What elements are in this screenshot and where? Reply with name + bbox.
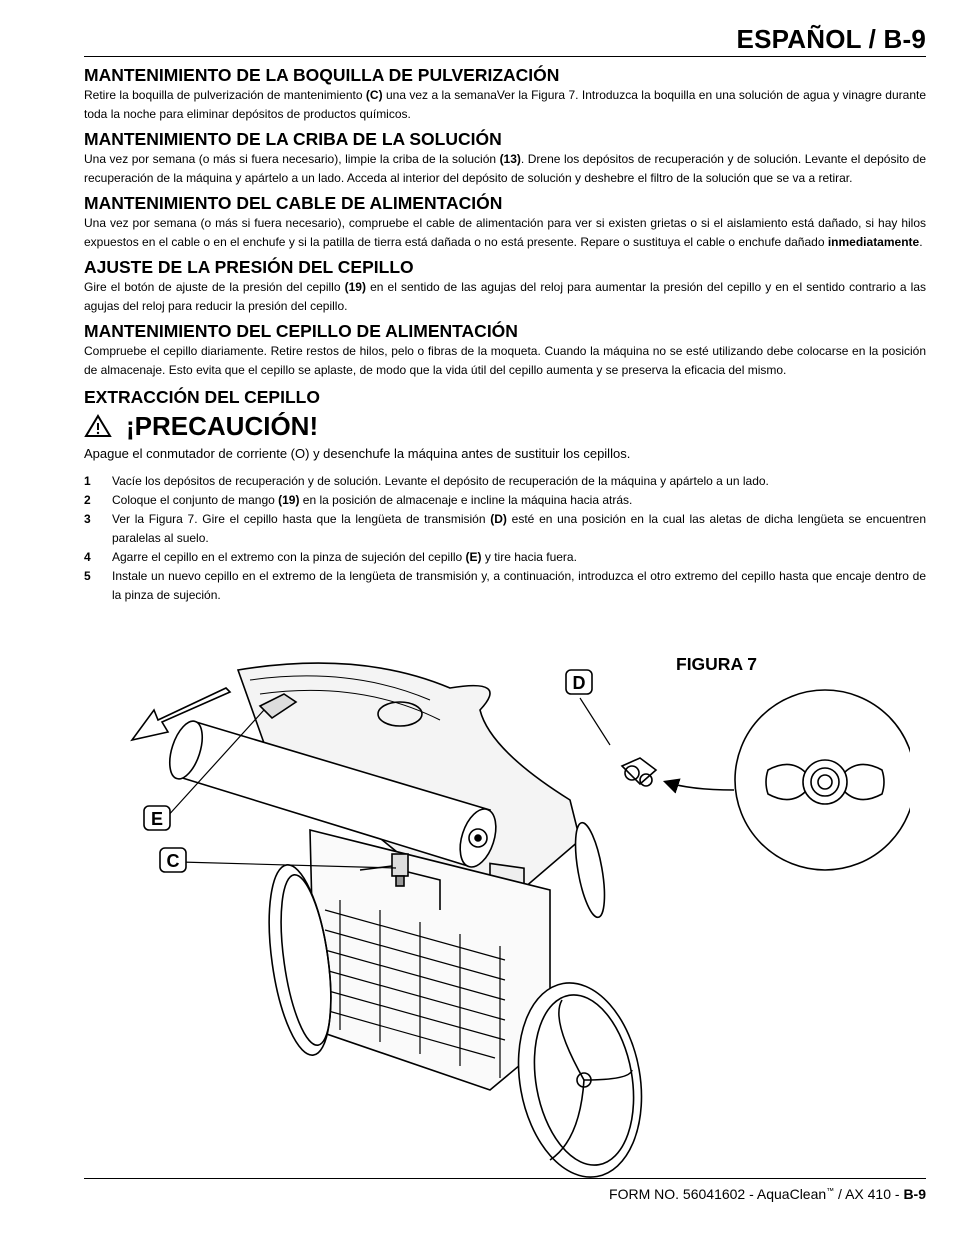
text-run: Retire la boquilla de pulverización de mantenimiento [84,88,366,102]
step-number: 4 [84,550,91,564]
magnified-inset [666,690,910,870]
callout-ref: (D) [490,512,507,526]
steps-list [84,472,926,605]
section-text [84,86,926,124]
callout-ref: (19) [344,280,366,294]
step-number: 3 [84,512,91,526]
section-solution-screen [84,128,926,188]
list-item [84,510,926,548]
section-heading: MANTENIMIENTO DEL CEPILLO DE ALIMENTACIÓN [84,321,518,341]
footer-model: / AX 410 - [834,1186,904,1202]
list-item [84,472,926,491]
section-heading: MANTENIMIENTO DE LA BOQUILLA DE PULVERIZACIÓN [84,65,560,85]
callout-e [144,806,170,830]
step-number: 2 [84,493,91,507]
text-run: Compruebe el cepillo diariamente. Retire restos de hilos, pelo o fibras de la moqueta. Cuando la máquina no se esté utilizando debe colocarse en la posición de almacenaje. Esto evita que el cepillo se aplaste, de modo que la vida útil del cepillo aumenta y se preserva la eficacia del mismo. [84,344,926,377]
footer-page-number: B-9 [903,1186,926,1202]
text-run: Vacíe los depósitos de recuperación y de solución. Levante el depósito de recuperación de la máquina y apártelo a un lado. [112,474,769,488]
content [84,64,926,609]
text-run: una vez a la semanaVer la Figura 7. Introduzca la boquilla en una solución de agua y vinagre durante toda la noche para eliminar depósitos de productos químicos. [84,88,927,121]
section-heading: MANTENIMIENTO DEL CABLE DE ALIMENTACIÓN [84,193,503,213]
caution-banner [84,410,926,442]
text-run: esté en una posición en la cual las aletas de dicha lengüeta se encuentren paralelas al suelo. [112,512,926,545]
step-text [112,491,926,510]
text-run: Una vez por semana (o más si fuera necesario), limpie la criba de la solución [84,152,500,166]
drive-tab-detail [622,758,656,786]
text-run: Gire el botón de ajuste de la presión del cepillo [84,280,345,294]
callout-d [566,670,592,694]
text-run: Una vez por semana (o más si fuera necesario), compruebe el cable de alimentación para ver si existen grietas o si el aislamiento está dañado, si hay hilos expuestos en el cable o en el enchufe y si la patilla de tierra está dañada o no está presente. Repare o sustituya el cable o enchufe dañado [84,216,926,249]
section-text [84,214,926,252]
list-item [84,491,926,510]
callout-e-label: E [150,809,164,829]
section-heading: EXTRACCIÓN DEL CEPILLO [84,387,320,407]
section-heading: AJUSTE DE LA PRESIÓN DEL CEPILLO [84,257,414,277]
section-power-cord [84,192,926,252]
caution-title: ¡PRECAUCIÓN! [126,410,319,441]
text-run: . [919,235,923,249]
section-brush-pressure [84,256,926,316]
step-text [112,548,926,567]
footer-form-number: FORM NO. 56041602 - AquaClean [609,1186,827,1202]
emphasis: inmediatamente [827,235,920,249]
callout-c [160,848,186,872]
callout-ref: (E) [465,550,482,564]
trademark-mark: ™ [826,1186,835,1196]
list-item [84,567,926,605]
warning-icon [84,414,112,438]
callout-ref: (13) [499,152,521,166]
section-text [84,150,926,188]
text-run: . Drene los depósitos de recuperación y de solución. Levante el depósito de recuperación de la máquina y apártelo a un lado. Acceda al interior del depósito de solución y deshebre el filtro de la solución que se va a retirar. [84,152,926,185]
section-text [84,342,926,380]
page-title: ESPAÑOL / B-9 [736,24,926,54]
text-run: Instale un nuevo cepillo en el extremo de la lengüeta de transmisión y, a continuación, introduzca el otro extremo del cepillo hasta que encaje dentro de la pinza de sujeción. [112,569,926,602]
section-brush-maintenance [84,320,926,380]
section-spray-nozzle [84,64,926,124]
callout-ref: (19) [278,493,300,507]
text-run: y tire hacia fuera. [481,550,577,564]
page-footer [609,1186,926,1202]
step-text [112,472,926,491]
page-header [84,22,926,57]
callout-ref: (C) [365,88,383,102]
step-number: 5 [84,569,91,583]
step-text [112,510,926,548]
figure-7-illustration [110,640,910,1180]
text-run: en la posición de almacenaje e incline la máquina hacia atrás. [299,493,633,507]
callout-c-label: C [166,851,180,871]
text-run: Ver la Figura 7. Gire el cepillo hasta que la lengüeta de transmisión [112,512,491,526]
section-text [84,278,926,316]
text-run: Agarre el cepillo en el extremo con la pinza de sujeción del cepillo [112,550,466,564]
text-run: en el sentido de las agujas del reloj para aumentar la presión del cepillo y en el sentido contrario a las agujas del reloj para reducir la presión del cepillo. [84,280,926,313]
footer-rule [84,1178,926,1179]
callout-d-label: D [572,673,586,693]
list-item [84,548,926,567]
figure-label: FIGURA 7 [676,654,758,674]
text-run: Coloque el conjunto de mango [112,493,279,507]
section-heading: MANTENIMIENTO DE LA CRIBA DE LA SOLUCIÓN [84,129,502,149]
step-text [112,567,926,605]
step-number: 1 [84,474,91,488]
section-brush-removal [84,386,926,605]
caution-text: Apague el conmutador de corriente (O) y desenchufe la máquina antes de sustituir los cepillos. [84,446,631,461]
